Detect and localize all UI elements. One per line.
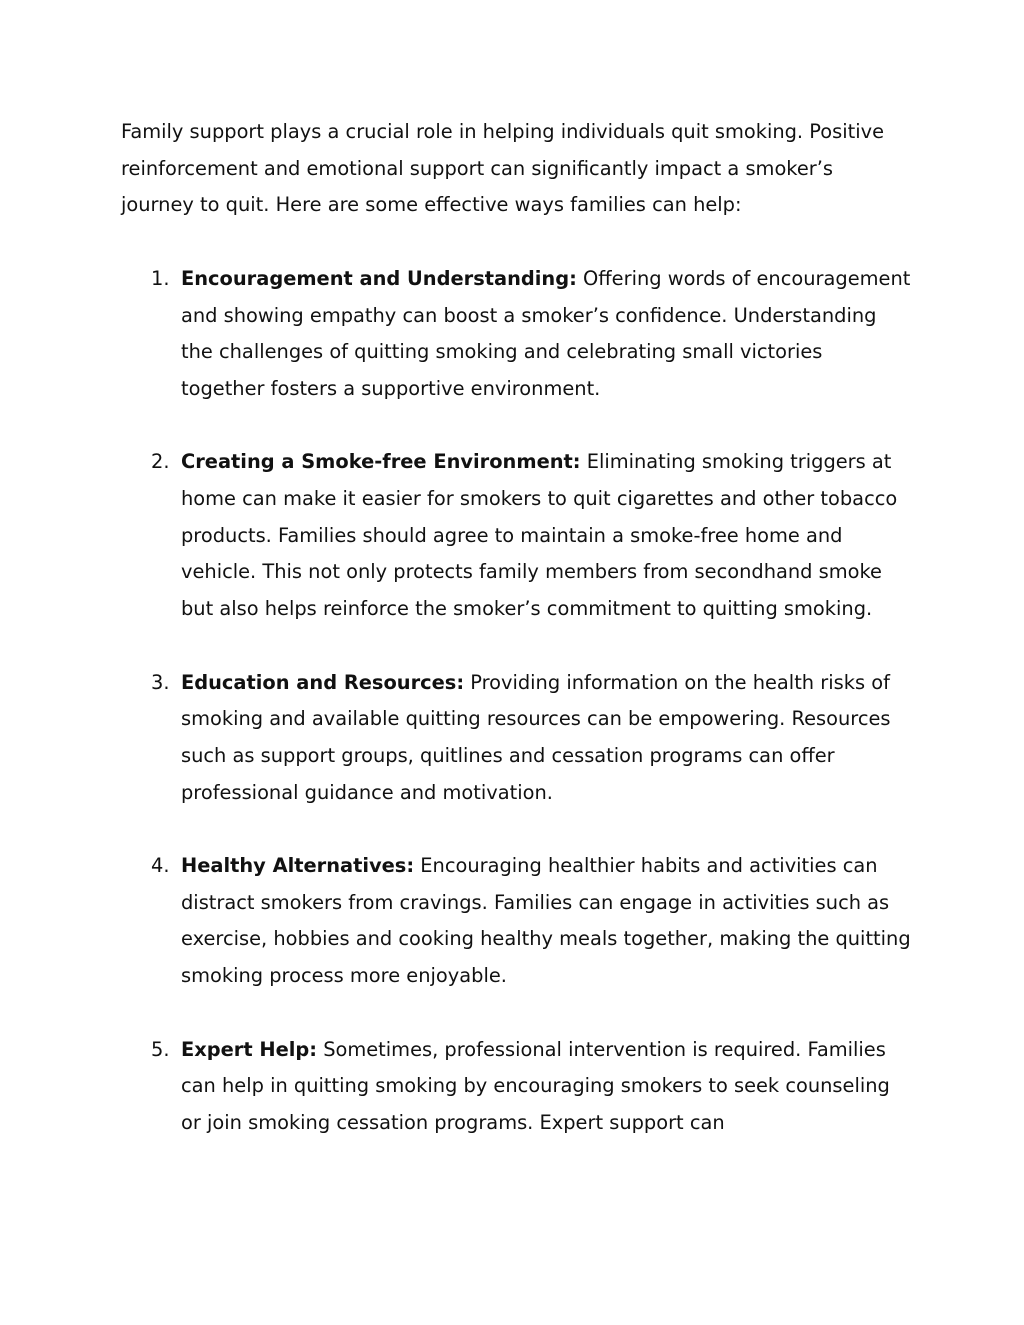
list-number: 1. <box>151 266 170 290</box>
list-item-text: Providing information on the health risks of smoking and available quitting resources can be empowering. Resources such as support groups, quitlines and cessation programs can offer professional guidance and motivation. <box>181 670 891 804</box>
list-item <box>121 444 911 628</box>
list-item-text: Eliminating smoking triggers at home can make it easier for smokers to quit cigarettes and other tobacco products. Families should agree to maintain a smoke-free home and vehicle. This not only protects family members from secondhand smoke but also helps reinforce the smoker’s commitment to quitting smoking. <box>181 450 898 621</box>
list-item-heading: Education and Resources: <box>181 670 465 694</box>
list-item-heading: Expert Help: <box>181 1037 318 1061</box>
document-body <box>121 114 911 1178</box>
list-item <box>121 848 911 995</box>
support-ways-list <box>121 261 911 1142</box>
list-number: 5. <box>151 1037 170 1061</box>
list-item-heading: Encouragement and Understanding: <box>181 266 577 290</box>
list-number: 4. <box>151 854 170 877</box>
list-item <box>121 1032 911 1142</box>
list-number: 2. <box>151 450 170 474</box>
intro-paragraph: Family support plays a crucial role in helping individuals quit smoking. Positive reinforcement and emotional support can significantly impact a smoker’s journey to quit. Here are some effective ways families can help: <box>121 120 885 217</box>
list-number: 3. <box>151 670 170 694</box>
list-item <box>121 261 911 408</box>
list-item-heading: Healthy Alternatives: <box>181 854 415 877</box>
list-item-text: Encouraging healthier habits and activities can distract smokers from cravings. Families can engage in activities such as exercise, hobbies and cooking healthy meals together, making the quitting smoking process more enjoyable. <box>181 854 911 988</box>
list-item-text: Offering words of encouragement and showing empathy can boost a smoker’s confidence. Understanding the challenges of quitting smoking and celebrating small victories together fosters a supportive environment. <box>181 266 911 400</box>
list-item <box>121 665 911 812</box>
list-item-text: Sometimes, professional intervention is required. Families can help in quitting smoking by encouraging smokers to seek counseling or join smoking cessation programs. Expert support can <box>181 1037 890 1134</box>
list-item-heading: Creating a Smoke-free Environment: <box>181 450 581 474</box>
